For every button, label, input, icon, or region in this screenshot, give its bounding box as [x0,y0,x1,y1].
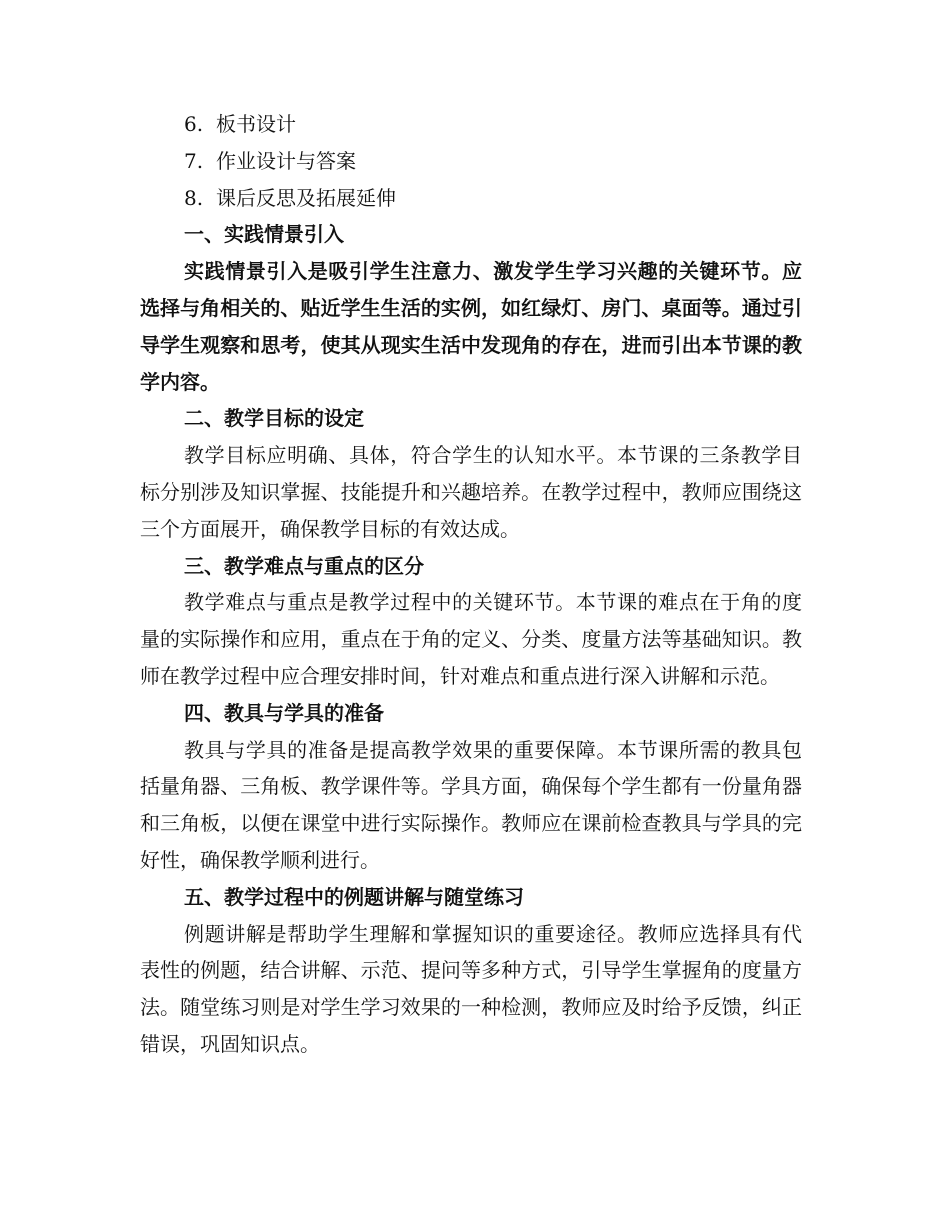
list-item-text: 板书设计 [216,112,296,136]
section-body-teaching-aids: 教具与学具的准备是提高教学效果的重要保障。本节课所需的教具包括量角器、三角板、教学课件等。学具方面，确保每个学生都有一份量角器和三角板，以便在课堂中进行实际操作。教师应在课前检查教具与学具的完好性，确保教学顺利进行。 [140,737,802,872]
section-body-examples-practice: 例题讲解是帮助学生理解和掌握知识的重要途径。教师应选择具有代表性的例题，结合讲解、示范、提问等多种方式，引导学生掌握角的度量方法。随堂练习则是对学生学习效果的一种检测，教师应及时给予反馈，纠正错误，巩固知识点。 [140,921,802,1056]
section-body-practice-scenario: 实践情景引入是吸引学生注意力、激发学生学习兴趣的关键环节。应选择与角相关的、贴近学生生活的实例，如红绿灯、房门、桌面等。通过引导学生观察和思考，使其从现实生活中发现角的存在，进而引出本节课的教学内容。 [140,259,802,394]
list-item [140,106,802,143]
list-item-number: 8. [184,185,204,210]
list-item-number: 6. [184,112,204,136]
section-heading-teaching-goals: 二、教学目标的设定 [184,406,364,431]
list-item-number: 7. [184,148,204,173]
section-body-teaching-goals: 教学目标应明确、具体，符合学生的认知水平。本节课的三条教学目标分别涉及知识掌握、技能提升和兴趣培养。在教学过程中，教师应围绕这三个方面展开，确保教学目标的有效达成。 [140,443,802,541]
section-heading-difficulties-keypoints: 三、教学难点与重点的区分 [184,553,424,578]
list-item [140,180,802,217]
document-body [140,106,802,1063]
section-heading-practice-scenario: 一、实践情景引入 [184,222,344,247]
section-heading-examples-practice: 五、教学过程中的例题讲解与随堂练习 [184,884,524,909]
list-item-text: 课后反思及拓展延伸 [216,185,396,210]
list-item-text: 作业设计与答案 [216,148,356,173]
section-heading-teaching-aids: 四、教具与学具的准备 [184,700,384,725]
section-body-difficulties-keypoints: 教学难点与重点是教学过程中的关键环节。本节课的难点在于角的度量的实际操作和应用，重点在于角的定义、分类、度量方法等基础知识。教师在教学过程中应合理安排时间，针对难点和重点进行深入讲解和示范。 [140,590,802,688]
list-item [140,143,802,180]
